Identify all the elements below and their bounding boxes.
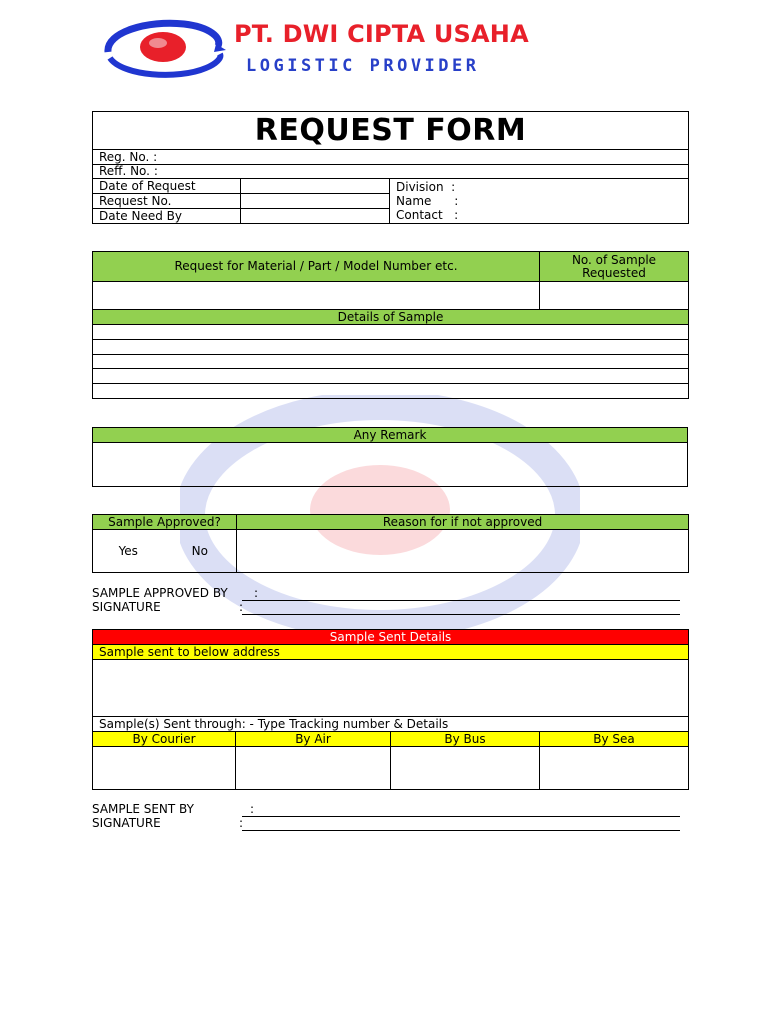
approved-by-colon: : bbox=[254, 586, 259, 600]
date-need-by-label: Date Need By bbox=[93, 209, 241, 224]
material-table bbox=[92, 251, 689, 399]
method-air-header: By Air bbox=[236, 732, 391, 747]
address-label: Sample sent to below address bbox=[93, 645, 689, 660]
details-header: Details of Sample bbox=[93, 310, 689, 325]
reg-no-field[interactable]: Reg. No. : bbox=[93, 150, 689, 165]
approved-by-line[interactable] bbox=[92, 587, 680, 601]
name-label: Name : bbox=[396, 194, 459, 208]
method-air-field[interactable] bbox=[236, 747, 391, 790]
approval-table bbox=[92, 514, 689, 573]
reason-field[interactable] bbox=[237, 530, 689, 573]
approval-signature-label: SIGNATURE bbox=[92, 600, 161, 614]
approved-yes-option[interactable]: Yes bbox=[93, 530, 164, 573]
division-label: Division : bbox=[396, 180, 456, 194]
date-need-by-field[interactable] bbox=[241, 209, 390, 224]
method-sea-field[interactable] bbox=[540, 747, 689, 790]
sent-by-line[interactable] bbox=[92, 803, 680, 817]
sent-signature-label: SIGNATURE bbox=[92, 816, 161, 830]
company-logo-icon bbox=[98, 18, 228, 80]
company-tagline: LOGISTIC PROVIDER bbox=[246, 56, 480, 76]
date-of-request-label: Date of Request bbox=[93, 179, 241, 194]
method-courier-field[interactable] bbox=[93, 747, 236, 790]
material-field[interactable] bbox=[93, 282, 540, 310]
remark-field[interactable] bbox=[93, 443, 688, 487]
remark-header: Any Remark bbox=[93, 428, 688, 443]
details-row[interactable] bbox=[93, 369, 689, 384]
request-no-field[interactable] bbox=[241, 194, 390, 209]
sent-signature-line[interactable] bbox=[92, 817, 680, 831]
details-row[interactable] bbox=[93, 384, 689, 399]
form-title: REQUEST FORM bbox=[93, 112, 689, 150]
approved-by-label: SAMPLE APPROVED BY bbox=[92, 586, 228, 600]
method-courier-header: By Courier bbox=[93, 732, 236, 747]
date-of-request-field[interactable] bbox=[241, 179, 390, 194]
sample-sent-table bbox=[92, 629, 689, 790]
approval-signature-line[interactable] bbox=[92, 601, 680, 615]
material-header: Request for Material / Part / Model Number etc. bbox=[93, 252, 540, 282]
method-bus-field[interactable] bbox=[391, 747, 540, 790]
request-no-label: Request No. bbox=[93, 194, 241, 209]
contact-label: Contact : bbox=[396, 208, 459, 222]
approval-signature-colon: : bbox=[239, 600, 244, 614]
company-name: PT. DWI CIPTA USAHA bbox=[234, 20, 529, 48]
details-row[interactable] bbox=[93, 325, 689, 340]
sample-count-field[interactable] bbox=[540, 282, 689, 310]
sample-sent-header: Sample Sent Details bbox=[93, 630, 689, 645]
method-sea-header: By Sea bbox=[540, 732, 689, 747]
reason-header: Reason for if not approved bbox=[237, 515, 689, 530]
sent-signature-rule bbox=[242, 830, 680, 831]
sent-by-colon: : bbox=[250, 802, 255, 816]
division-name-contact-block[interactable] bbox=[390, 179, 689, 224]
address-field[interactable] bbox=[93, 660, 689, 717]
remark-table bbox=[92, 427, 688, 487]
method-bus-header: By Bus bbox=[391, 732, 540, 747]
approval-signature-rule bbox=[242, 614, 680, 615]
sent-signature-colon: : bbox=[239, 816, 244, 830]
sample-approved-header: Sample Approved? bbox=[93, 515, 237, 530]
details-row[interactable] bbox=[93, 355, 689, 369]
sent-through-label: Sample(s) Sent through: - Type Tracking number & Details bbox=[93, 717, 689, 732]
details-row[interactable] bbox=[93, 340, 689, 355]
sample-count-header: No. of Sample Requested bbox=[540, 252, 689, 282]
approved-no-option[interactable]: No bbox=[164, 530, 237, 573]
request-info-table bbox=[92, 111, 689, 224]
reff-no-field[interactable]: Reff. No. : bbox=[93, 165, 689, 179]
sent-by-label: SAMPLE SENT BY bbox=[92, 802, 194, 816]
